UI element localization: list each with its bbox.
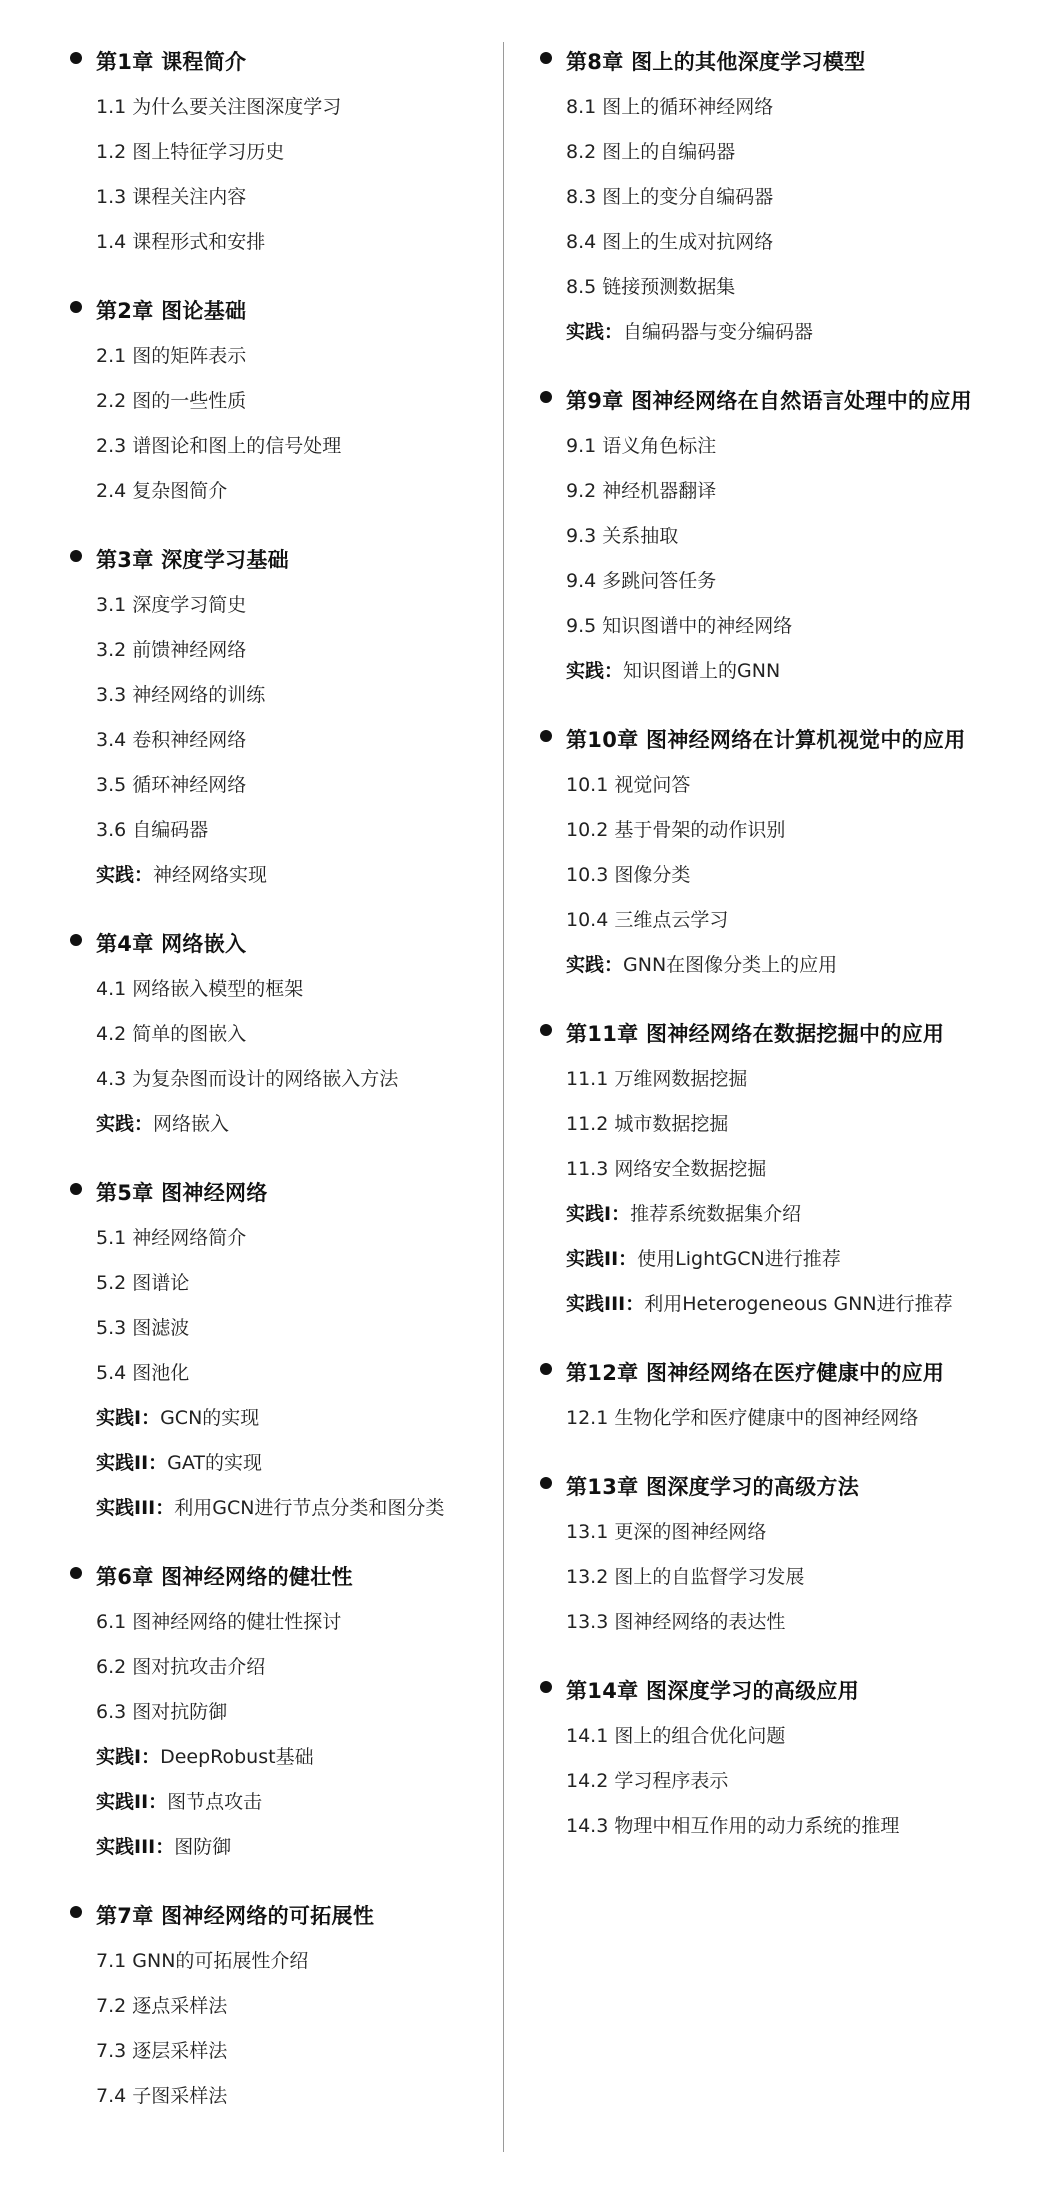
item-text: 3.4 卷积神经网络 — [96, 729, 247, 751]
practice-label: 实践I： — [96, 1407, 161, 1429]
section-item — [70, 1600, 500, 1645]
practice-item — [70, 1396, 500, 1441]
practice-item — [70, 1825, 500, 1870]
item-text: 14.1 图上的组合优化问题 — [566, 1725, 786, 1747]
practice-label: 实践II： — [96, 1452, 168, 1474]
chapter-title: 第11章 图神经网络在数据挖掘中的应用 — [566, 1022, 945, 1046]
item-text: GNN在图像分类上的应用 — [623, 954, 838, 976]
practice-label: 实践： — [96, 864, 154, 886]
item-text: 3.5 循环神经网络 — [96, 774, 247, 796]
practice-item — [70, 1735, 500, 1780]
item-text: 3.3 神经网络的训练 — [96, 684, 266, 706]
section-item — [70, 1645, 500, 1690]
chapter-heading — [540, 40, 1010, 85]
section-item — [70, 469, 500, 514]
column-divider — [503, 42, 504, 2152]
chapter-title: 第3章 深度学习基础 — [96, 548, 289, 572]
section-item — [540, 130, 1010, 175]
section-item — [70, 718, 500, 763]
item-text: 使用LightGCN进行推荐 — [637, 1248, 841, 1270]
chapter-section — [540, 40, 1010, 355]
section-item — [70, 808, 500, 853]
section-item — [540, 604, 1010, 649]
item-text: 8.5 链接预测数据集 — [566, 276, 736, 298]
item-text: 7.1 GNN的可拓展性介绍 — [96, 1950, 309, 1972]
item-text: 4.3 为复杂图而设计的网络嵌入方法 — [96, 1068, 399, 1090]
item-text: 8.4 图上的生成对抗网络 — [566, 231, 774, 253]
item-text: 2.2 图的一些性质 — [96, 390, 247, 412]
item-text: 5.3 图滤波 — [96, 1317, 190, 1339]
section-item — [70, 763, 500, 808]
section-item — [540, 1555, 1010, 1600]
item-text: 9.3 关系抽取 — [566, 525, 679, 547]
section-item — [70, 379, 500, 424]
item-text: 自编码器与变分编码器 — [623, 321, 814, 343]
chapter-title: 第6章 图神经网络的健壮性 — [96, 1565, 353, 1589]
section-item — [70, 424, 500, 469]
chapter-title: 第12章 图神经网络在医疗健康中的应用 — [566, 1361, 945, 1385]
item-text: 5.4 图池化 — [96, 1362, 190, 1384]
item-text: 推荐系统数据集介绍 — [630, 1203, 802, 1225]
bullet-icon — [540, 1363, 552, 1375]
chapter-section — [70, 1894, 500, 2119]
bullet-icon — [540, 391, 552, 403]
section-item — [540, 808, 1010, 853]
item-text: 14.2 学习程序表示 — [566, 1770, 729, 1792]
chapter-title: 第9章 图神经网络在自然语言处理中的应用 — [566, 389, 972, 413]
section-item — [70, 628, 500, 673]
item-text: 利用GCN进行节点分类和图分类 — [174, 1497, 445, 1519]
practice-item — [70, 853, 500, 898]
chapter-section — [70, 40, 500, 265]
chapter-heading — [540, 718, 1010, 763]
practice-item — [540, 1192, 1010, 1237]
bullet-icon — [540, 1681, 552, 1693]
section-item — [540, 1804, 1010, 1849]
item-text: 6.3 图对抗防御 — [96, 1701, 228, 1723]
section-item — [540, 1759, 1010, 1804]
chapter-section — [540, 1669, 1010, 1849]
section-item — [70, 130, 500, 175]
item-text: 9.5 知识图谱中的神经网络 — [566, 615, 793, 637]
item-text: GAT的实现 — [167, 1452, 262, 1474]
item-text: DeepRobust基础 — [160, 1746, 314, 1768]
item-text: 3.2 前馈神经网络 — [96, 639, 247, 661]
chapter-heading — [70, 1555, 500, 1600]
right-column — [540, 40, 1010, 1873]
item-text: 利用Heterogeneous GNN进行推荐 — [644, 1293, 953, 1315]
section-item — [540, 853, 1010, 898]
section-item — [70, 673, 500, 718]
chapter-heading — [70, 922, 500, 967]
practice-label: 实践： — [566, 660, 624, 682]
chapter-title: 第10章 图神经网络在计算机视觉中的应用 — [566, 728, 966, 752]
chapter-title: 第5章 图神经网络 — [96, 1181, 268, 1205]
practice-item — [70, 1780, 500, 1825]
practice-item — [70, 1102, 500, 1147]
practice-item — [70, 1441, 500, 1486]
chapter-heading — [540, 1012, 1010, 1057]
practice-label: 实践III： — [566, 1293, 645, 1315]
practice-item — [540, 1237, 1010, 1282]
practice-item — [540, 1282, 1010, 1327]
practice-label: 实践III： — [96, 1497, 175, 1519]
section-item — [540, 1396, 1010, 1441]
chapter-title: 第4章 网络嵌入 — [96, 932, 247, 956]
item-text: 9.2 神经机器翻译 — [566, 480, 717, 502]
section-item — [70, 583, 500, 628]
item-text: 1.1 为什么要关注图深度学习 — [96, 96, 342, 118]
chapter-section — [70, 1555, 500, 1870]
section-item — [540, 898, 1010, 943]
section-item — [540, 1600, 1010, 1645]
bullet-icon — [540, 1477, 552, 1489]
practice-label: 实践III： — [96, 1836, 175, 1858]
section-item — [70, 967, 500, 1012]
chapter-title: 第2章 图论基础 — [96, 299, 247, 323]
section-item — [540, 175, 1010, 220]
practice-label: 实践： — [566, 954, 624, 976]
item-text: 5.2 图谱论 — [96, 1272, 190, 1294]
chapter-heading — [540, 1465, 1010, 1510]
section-item — [540, 1057, 1010, 1102]
item-text: 9.1 语义角色标注 — [566, 435, 717, 457]
item-text: 神经网络实现 — [153, 864, 268, 886]
item-text: 1.4 课程形式和安排 — [96, 231, 266, 253]
chapter-title: 第7章 图神经网络的可拓展性 — [96, 1904, 375, 1928]
chapter-title: 第13章 图深度学习的高级方法 — [566, 1475, 860, 1499]
practice-label: 实践： — [566, 321, 624, 343]
chapter-heading — [540, 379, 1010, 424]
item-text: 13.2 图上的自监督学习发展 — [566, 1566, 805, 1588]
item-text: 7.2 逐点采样法 — [96, 1995, 228, 2017]
section-item — [70, 1690, 500, 1735]
item-text: 1.3 课程关注内容 — [96, 186, 247, 208]
section-item — [540, 559, 1010, 604]
chapter-heading — [70, 1171, 500, 1216]
chapter-title: 第14章 图深度学习的高级应用 — [566, 1679, 860, 1703]
item-text: 4.2 简单的图嵌入 — [96, 1023, 247, 1045]
practice-label: 实践II： — [566, 1248, 638, 1270]
section-item — [540, 1510, 1010, 1555]
section-item — [540, 220, 1010, 265]
item-text: 7.4 子图采样法 — [96, 2085, 228, 2107]
section-item — [70, 334, 500, 379]
item-text: 13.3 图神经网络的表达性 — [566, 1611, 786, 1633]
bullet-icon — [540, 730, 552, 742]
chapter-section — [70, 1171, 500, 1531]
chapter-heading — [540, 1351, 1010, 1396]
bullet-icon — [70, 550, 82, 562]
practice-label: 实践： — [96, 1113, 154, 1135]
chapter-heading — [70, 40, 500, 85]
practice-label: 实践I： — [566, 1203, 631, 1225]
section-item — [70, 2074, 500, 2119]
item-text: 3.6 自编码器 — [96, 819, 209, 841]
item-text: 7.3 逐层采样法 — [96, 2040, 228, 2062]
bullet-icon — [70, 52, 82, 64]
section-item — [540, 514, 1010, 559]
item-text: 知识图谱上的GNN — [623, 660, 781, 682]
section-item — [70, 1216, 500, 1261]
item-text: 4.1 网络嵌入模型的框架 — [96, 978, 304, 1000]
chapter-section — [540, 1465, 1010, 1645]
section-item — [540, 424, 1010, 469]
chapter-heading — [540, 1669, 1010, 1714]
bullet-icon — [70, 934, 82, 946]
section-item — [70, 1057, 500, 1102]
section-item — [540, 1102, 1010, 1147]
item-text: 5.1 神经网络简介 — [96, 1227, 247, 1249]
section-item — [70, 1306, 500, 1351]
item-text: 图节点攻击 — [167, 1791, 263, 1813]
section-item — [540, 265, 1010, 310]
practice-label: 实践I： — [96, 1746, 161, 1768]
chapter-section — [70, 289, 500, 514]
bullet-icon — [540, 1024, 552, 1036]
item-text: 13.1 更深的图神经网络 — [566, 1521, 767, 1543]
chapter-section — [540, 718, 1010, 988]
chapter-section — [70, 538, 500, 898]
section-item — [70, 175, 500, 220]
bullet-icon — [70, 1183, 82, 1195]
item-text: 网络嵌入 — [153, 1113, 230, 1135]
item-text: 11.1 万维网数据挖掘 — [566, 1068, 748, 1090]
item-text: 6.2 图对抗攻击介绍 — [96, 1656, 266, 1678]
chapter-section — [70, 922, 500, 1147]
bullet-icon — [540, 52, 552, 64]
item-text: 8.2 图上的自编码器 — [566, 141, 736, 163]
item-text: 9.4 多跳问答任务 — [566, 570, 717, 592]
item-text: 12.1 生物化学和医疗健康中的图神经网络 — [566, 1407, 919, 1429]
chapter-section — [540, 379, 1010, 694]
bullet-icon — [70, 1567, 82, 1579]
practice-label: 实践II： — [96, 1791, 168, 1813]
item-text: 8.3 图上的变分自编码器 — [566, 186, 774, 208]
item-text: GCN的实现 — [160, 1407, 260, 1429]
section-item — [70, 2029, 500, 2074]
section-item — [540, 763, 1010, 808]
chapter-heading — [70, 1894, 500, 1939]
item-text: 2.3 谱图论和图上的信号处理 — [96, 435, 342, 457]
chapter-section — [540, 1351, 1010, 1441]
chapter-heading — [70, 538, 500, 583]
item-text: 11.2 城市数据挖掘 — [566, 1113, 729, 1135]
bullet-icon — [70, 1906, 82, 1918]
item-text: 10.1 视觉问答 — [566, 774, 691, 796]
section-item — [540, 1714, 1010, 1759]
section-item — [70, 1939, 500, 1984]
practice-item — [540, 943, 1010, 988]
section-item — [70, 1261, 500, 1306]
chapter-heading — [70, 289, 500, 334]
practice-item — [540, 310, 1010, 355]
section-item — [540, 1147, 1010, 1192]
section-item — [540, 469, 1010, 514]
chapter-title: 第8章 图上的其他深度学习模型 — [566, 50, 866, 74]
section-item — [540, 85, 1010, 130]
section-item — [70, 1012, 500, 1057]
item-text: 2.4 复杂图简介 — [96, 480, 228, 502]
item-text: 2.1 图的矩阵表示 — [96, 345, 247, 367]
item-text: 14.3 物理中相互作用的动力系统的推理 — [566, 1815, 900, 1837]
chapter-section — [540, 1012, 1010, 1327]
item-text: 8.1 图上的循环神经网络 — [566, 96, 774, 118]
item-text: 11.3 网络安全数据挖掘 — [566, 1158, 767, 1180]
item-text: 图防御 — [174, 1836, 232, 1858]
left-column — [70, 40, 500, 2143]
section-item — [70, 1984, 500, 2029]
chapter-title: 第1章 课程简介 — [96, 50, 247, 74]
bullet-icon — [70, 301, 82, 313]
practice-item — [70, 1486, 500, 1531]
practice-item — [540, 649, 1010, 694]
item-text: 1.2 图上特征学习历史 — [96, 141, 285, 163]
section-item — [70, 220, 500, 265]
item-text: 10.3 图像分类 — [566, 864, 691, 886]
section-item — [70, 85, 500, 130]
section-item — [70, 1351, 500, 1396]
item-text: 10.4 三维点云学习 — [566, 909, 729, 931]
item-text: 6.1 图神经网络的健壮性探讨 — [96, 1611, 342, 1633]
item-text: 3.1 深度学习简史 — [96, 594, 247, 616]
item-text: 10.2 基于骨架的动作识别 — [566, 819, 786, 841]
